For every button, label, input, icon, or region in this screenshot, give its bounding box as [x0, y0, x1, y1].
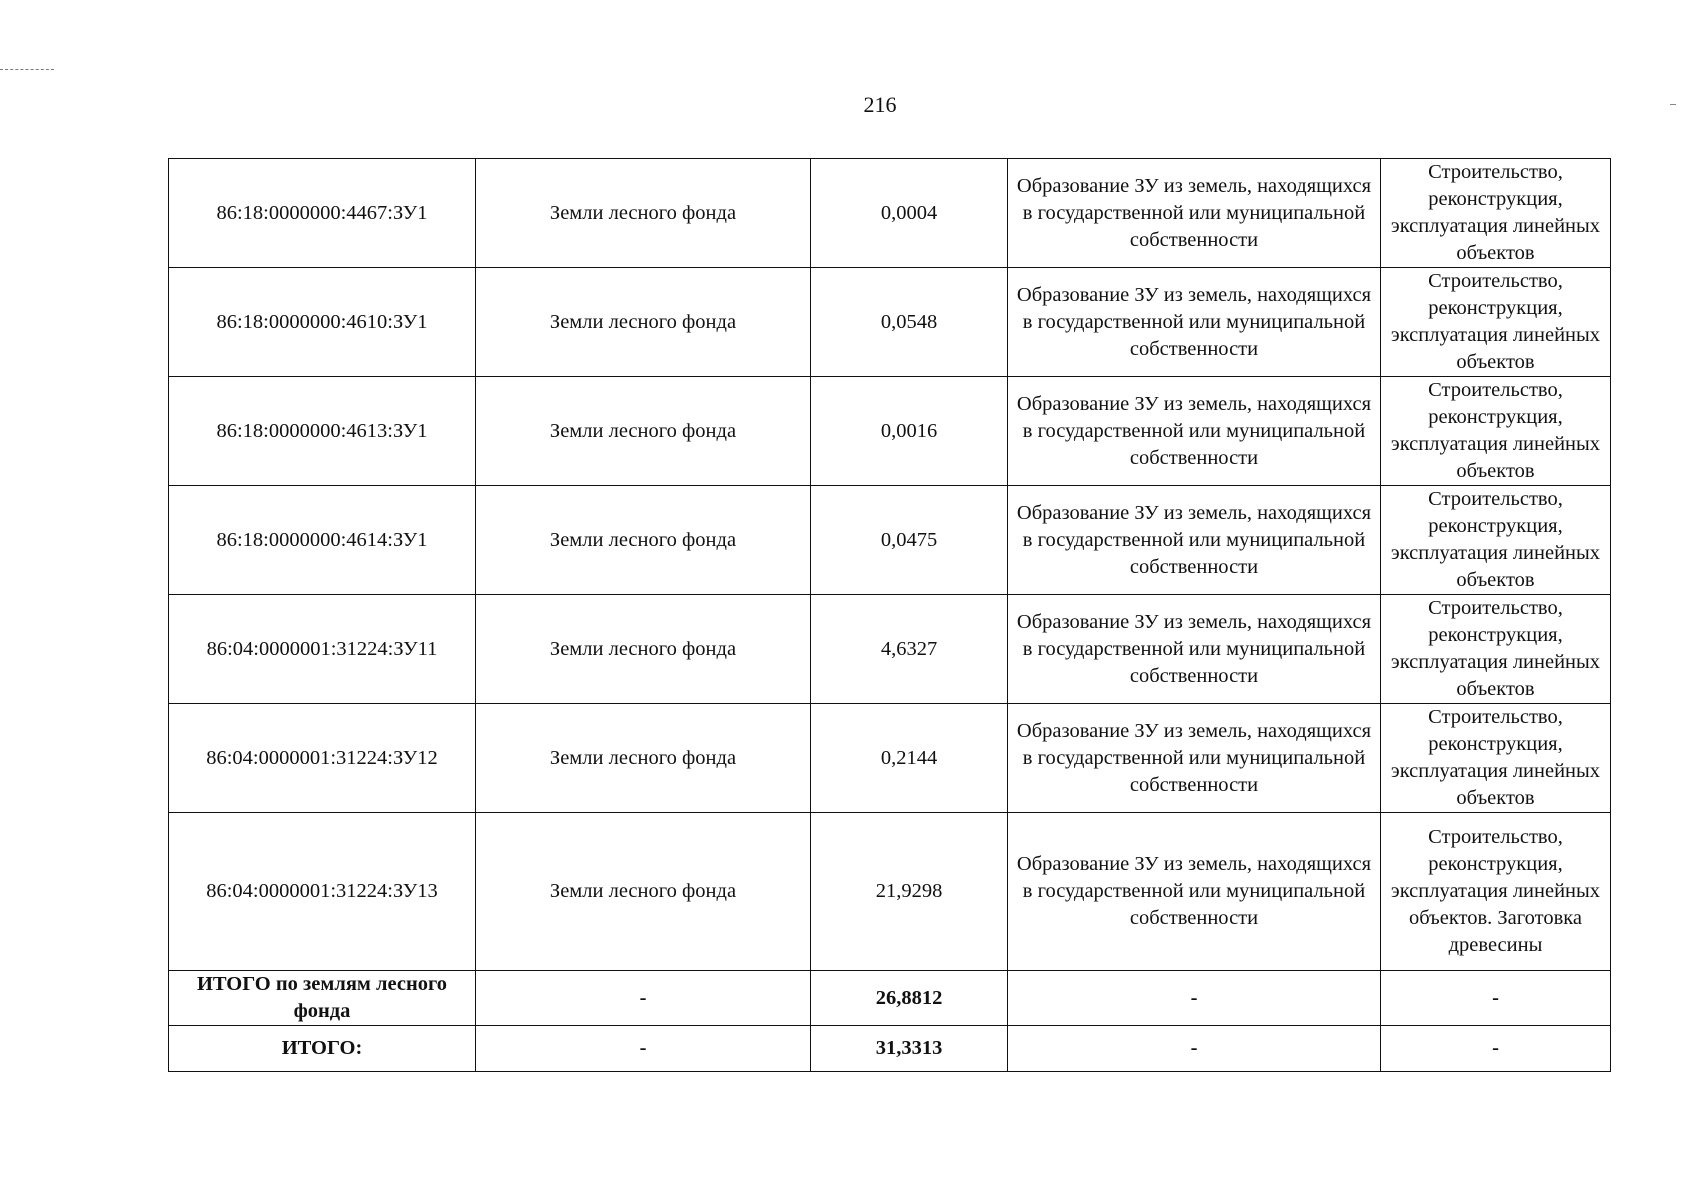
formation-method-cell: Образование ЗУ из земель, находящихся в государственной или муниципальной собственности	[1008, 704, 1381, 813]
area-cell: 0,2144	[811, 704, 1008, 813]
total-formation-cell: -	[1008, 1026, 1381, 1072]
land-category-cell: Земли лесного фонда	[476, 268, 811, 377]
subtotal-category-cell: -	[476, 971, 811, 1026]
area-cell: 0,0016	[811, 377, 1008, 486]
subtotal-use-cell: -	[1381, 971, 1611, 1026]
land-category-cell: Земли лесного фонда	[476, 595, 811, 704]
permitted-use-cell: Строительство, реконструкция, эксплуатация линейных объектов	[1381, 377, 1611, 486]
land-category-cell: Земли лесного фонда	[476, 159, 811, 268]
subtotal-row	[169, 971, 1611, 1026]
permitted-use-cell: Строительство, реконструкция, эксплуатация линейных объектов	[1381, 159, 1611, 268]
table-row	[169, 268, 1611, 377]
area-cell: 4,6327	[811, 595, 1008, 704]
formation-method-cell: Образование ЗУ из земель, находящихся в государственной или муниципальной собственности	[1008, 486, 1381, 595]
table-row	[169, 813, 1611, 971]
cadastral-number-cell: 86:18:0000000:4614:ЗУ1	[169, 486, 476, 595]
formation-method-cell: Образование ЗУ из земель, находящихся в государственной или муниципальной собственности	[1008, 159, 1381, 268]
table-row	[169, 704, 1611, 813]
cadastral-number-cell: 86:18:0000000:4613:ЗУ1	[169, 377, 476, 486]
cadastral-number-cell: 86:04:0000001:31224:ЗУ13	[169, 813, 476, 971]
table-row	[169, 486, 1611, 595]
land-category-cell: Земли лесного фонда	[476, 813, 811, 971]
total-label: ИТОГО:	[169, 1026, 476, 1072]
subtotal-area-cell: 26,8812	[811, 971, 1008, 1026]
formation-method-cell: Образование ЗУ из земель, находящихся в государственной или муниципальной собственности	[1008, 813, 1381, 971]
land-category-cell: Земли лесного фонда	[476, 377, 811, 486]
cadastral-number-cell: 86:04:0000001:31224:ЗУ11	[169, 595, 476, 704]
area-cell: 0,0475	[811, 486, 1008, 595]
page-number: 216	[863, 92, 897, 117]
permitted-use-cell: Строительство, реконструкция, эксплуатация линейных объектов	[1381, 595, 1611, 704]
total-area-cell: 31,3313	[811, 1026, 1008, 1072]
permitted-use-cell: Строительство, реконструкция, эксплуатация линейных объектов	[1381, 486, 1611, 595]
area-cell: 0,0004	[811, 159, 1008, 268]
total-row	[169, 1026, 1611, 1072]
area-cell: 0,0548	[811, 268, 1008, 377]
table-row	[169, 377, 1611, 486]
land-category-cell: Земли лесного фонда	[476, 486, 811, 595]
cadastral-number-cell: 86:04:0000001:31224:ЗУ12	[169, 704, 476, 813]
cadastral-number-cell: 86:18:0000000:4467:ЗУ1	[169, 159, 476, 268]
total-category-cell: -	[476, 1026, 811, 1072]
formation-method-cell: Образование ЗУ из земель, находящихся в государственной или муниципальной собственности	[1008, 268, 1381, 377]
land-category-cell: Земли лесного фонда	[476, 704, 811, 813]
formation-method-cell: Образование ЗУ из земель, находящихся в государственной или муниципальной собственности	[1008, 377, 1381, 486]
area-cell: 21,9298	[811, 813, 1008, 971]
subtotal-formation-cell: -	[1008, 971, 1381, 1026]
subtotal-label: ИТОГО по землям лесного фонда	[169, 971, 476, 1026]
permitted-use-cell: Строительство, реконструкция, эксплуатация линейных объектов	[1381, 704, 1611, 813]
land-plots-table-container	[168, 158, 1611, 1072]
total-use-cell: -	[1381, 1026, 1611, 1072]
permitted-use-cell: Строительство, реконструкция, эксплуатация линейных объектов. Заготовка древесины	[1381, 813, 1611, 971]
formation-method-cell: Образование ЗУ из земель, находящихся в государственной или муниципальной собственности	[1008, 595, 1381, 704]
scan-artifact	[0, 69, 54, 71]
table-row	[169, 159, 1611, 268]
land-plots-table	[168, 158, 1611, 1072]
permitted-use-cell: Строительство, реконструкция, эксплуатация линейных объектов	[1381, 268, 1611, 377]
table-row	[169, 595, 1611, 704]
cadastral-number-cell: 86:18:0000000:4610:ЗУ1	[169, 268, 476, 377]
